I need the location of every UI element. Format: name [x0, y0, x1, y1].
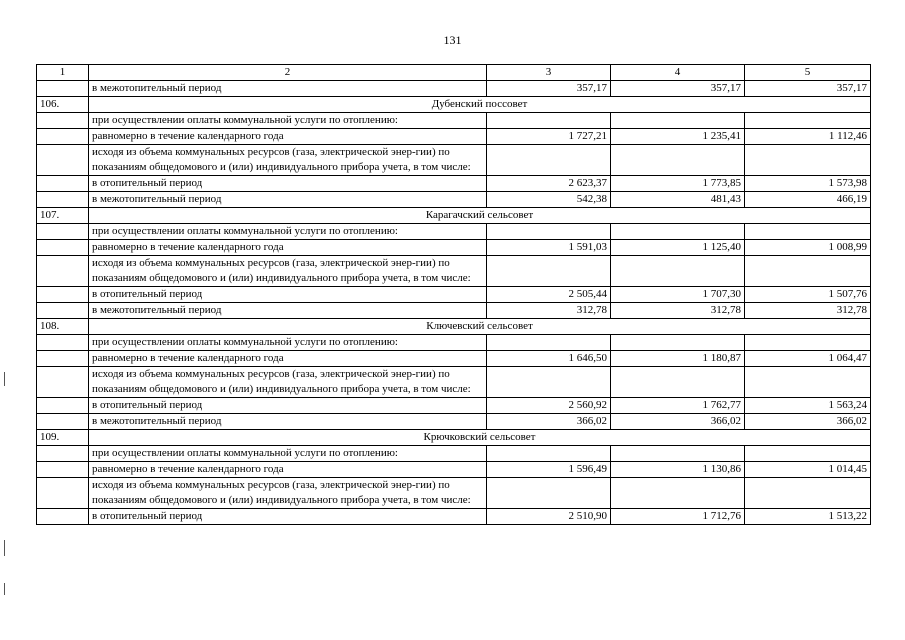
table-row	[37, 367, 871, 398]
row-label: при осуществлении оплаты коммунальной услуги по отоплению:	[89, 446, 487, 462]
value-col-4	[611, 335, 745, 351]
row-number	[37, 113, 89, 129]
value-col-4: 357,17	[611, 81, 745, 97]
value-col-5: 1 014,45	[745, 462, 871, 478]
value-col-3: 542,38	[487, 192, 611, 208]
value-col-5	[745, 335, 871, 351]
row-number	[37, 367, 89, 398]
value-col-5: 466,19	[745, 192, 871, 208]
value-col-5: 1 563,24	[745, 398, 871, 414]
row-number	[37, 398, 89, 414]
value-col-4: 1 130,86	[611, 462, 745, 478]
row-label: исходя из объема коммунальных ресурсов (газа, электрической энер-гии) по показаниям общедомового и (или) индивидуального прибора учета, в том числе:	[89, 478, 487, 509]
margin-mark	[4, 372, 5, 386]
value-col-4: 481,43	[611, 192, 745, 208]
table-row	[37, 113, 871, 129]
header-col-2: 2	[89, 65, 487, 81]
row-number	[37, 145, 89, 176]
table-row	[37, 398, 871, 414]
row-number: 107.	[37, 208, 89, 224]
value-col-4: 1 762,77	[611, 398, 745, 414]
value-col-5	[745, 224, 871, 240]
page-number: 131	[443, 33, 462, 47]
group-row	[37, 97, 871, 113]
value-col-4: 1 235,41	[611, 129, 745, 145]
value-col-3	[487, 224, 611, 240]
row-number	[37, 224, 89, 240]
row-number	[37, 446, 89, 462]
value-col-4	[611, 256, 745, 287]
table-row	[37, 414, 871, 430]
table-row	[37, 145, 871, 176]
row-label: исходя из объема коммунальных ресурсов (газа, электрической энер-гии) по показаниям общедомового и (или) индивидуального прибора учета, в том числе:	[89, 256, 487, 287]
value-col-5	[745, 113, 871, 129]
value-col-4: 1 180,87	[611, 351, 745, 367]
value-col-4: 1 712,76	[611, 509, 745, 525]
value-col-4	[611, 367, 745, 398]
value-col-3	[487, 113, 611, 129]
row-label: в отопительный период	[89, 509, 487, 525]
row-label: в межотопительный период	[89, 303, 487, 319]
row-number	[37, 478, 89, 509]
table-row	[37, 224, 871, 240]
table-row	[37, 129, 871, 145]
value-col-5: 357,17	[745, 81, 871, 97]
row-number: 109.	[37, 430, 89, 446]
tariff-table	[36, 64, 871, 525]
row-number	[37, 240, 89, 256]
row-number	[37, 303, 89, 319]
row-label: при осуществлении оплаты коммунальной услуги по отоплению:	[89, 335, 487, 351]
value-col-3: 1 727,21	[487, 129, 611, 145]
municipality-name: Крючковский сельсовет	[89, 430, 871, 446]
value-col-4: 1 773,85	[611, 176, 745, 192]
margin-mark	[4, 540, 5, 556]
value-col-5: 1 573,98	[745, 176, 871, 192]
municipality-name: Дубенский поссовет	[89, 97, 871, 113]
row-label: в отопительный период	[89, 398, 487, 414]
value-col-5: 366,02	[745, 414, 871, 430]
row-number	[37, 462, 89, 478]
row-label: исходя из объема коммунальных ресурсов (газа, электрической энер-гии) по показаниям общедомового и (или) индивидуального прибора учета, в том числе:	[89, 145, 487, 176]
row-number	[37, 256, 89, 287]
value-col-5: 1 112,46	[745, 129, 871, 145]
table-row	[37, 240, 871, 256]
row-number	[37, 192, 89, 208]
row-label: в отопительный период	[89, 176, 487, 192]
municipality-name: Ключевский сельсовет	[89, 319, 871, 335]
value-col-5: 1 064,47	[745, 351, 871, 367]
value-col-5: 1 507,76	[745, 287, 871, 303]
table-row	[37, 287, 871, 303]
row-number	[37, 351, 89, 367]
value-col-3: 312,78	[487, 303, 611, 319]
row-number	[37, 335, 89, 351]
value-col-5: 1 513,22	[745, 509, 871, 525]
header-col-1: 1	[37, 65, 89, 81]
value-col-3	[487, 446, 611, 462]
value-col-3	[487, 145, 611, 176]
row-label: равномерно в течение календарного года	[89, 351, 487, 367]
value-col-3	[487, 367, 611, 398]
header-col-3: 3	[487, 65, 611, 81]
row-label: в межотопительный период	[89, 414, 487, 430]
row-label: при осуществлении оплаты коммунальной услуги по отоплению:	[89, 224, 487, 240]
row-label: в межотопительный период	[89, 192, 487, 208]
row-label: исходя из объема коммунальных ресурсов (газа, электрической энер-гии) по показаниям общедомового и (или) индивидуального прибора учета, в том числе:	[89, 367, 487, 398]
value-col-4: 1 707,30	[611, 287, 745, 303]
value-col-5: 312,78	[745, 303, 871, 319]
table-row	[37, 81, 871, 97]
value-col-5	[745, 478, 871, 509]
value-col-3: 1 596,49	[487, 462, 611, 478]
value-col-4	[611, 145, 745, 176]
row-number	[37, 287, 89, 303]
value-col-3	[487, 256, 611, 287]
municipality-name: Карагачский сельсовет	[89, 208, 871, 224]
value-col-4	[611, 478, 745, 509]
row-label: равномерно в течение календарного года	[89, 240, 487, 256]
value-col-4	[611, 446, 745, 462]
group-row	[37, 319, 871, 335]
value-col-3: 357,17	[487, 81, 611, 97]
value-col-4	[611, 224, 745, 240]
row-label: при осуществлении оплаты коммунальной услуги по отоплению:	[89, 113, 487, 129]
row-number: 106.	[37, 97, 89, 113]
value-col-3: 2 510,90	[487, 509, 611, 525]
value-col-3	[487, 335, 611, 351]
table-row	[37, 303, 871, 319]
value-col-3: 1 591,03	[487, 240, 611, 256]
row-number	[37, 509, 89, 525]
value-col-4: 1 125,40	[611, 240, 745, 256]
value-col-4	[611, 113, 745, 129]
table-header-row	[37, 65, 871, 81]
margin-mark	[4, 583, 5, 595]
header-col-4: 4	[611, 65, 745, 81]
value-col-5	[745, 145, 871, 176]
table-row	[37, 462, 871, 478]
row-label: в межотопительный период	[89, 81, 487, 97]
row-number	[37, 81, 89, 97]
value-col-4: 366,02	[611, 414, 745, 430]
group-row	[37, 208, 871, 224]
row-number: 108.	[37, 319, 89, 335]
row-number	[37, 129, 89, 145]
row-label: равномерно в течение календарного года	[89, 462, 487, 478]
row-label: равномерно в течение календарного года	[89, 129, 487, 145]
value-col-3	[487, 478, 611, 509]
table-row	[37, 446, 871, 462]
header-col-5: 5	[745, 65, 871, 81]
group-row	[37, 430, 871, 446]
value-col-3: 2 505,44	[487, 287, 611, 303]
value-col-4: 312,78	[611, 303, 745, 319]
table-row	[37, 192, 871, 208]
table-row	[37, 256, 871, 287]
row-number	[37, 414, 89, 430]
table-row	[37, 335, 871, 351]
value-col-5	[745, 446, 871, 462]
table-row	[37, 509, 871, 525]
table-row	[37, 176, 871, 192]
value-col-5: 1 008,99	[745, 240, 871, 256]
table-row	[37, 351, 871, 367]
value-col-3: 1 646,50	[487, 351, 611, 367]
value-col-5	[745, 367, 871, 398]
table-row	[37, 478, 871, 509]
value-col-3: 2 623,37	[487, 176, 611, 192]
value-col-3: 366,02	[487, 414, 611, 430]
value-col-3: 2 560,92	[487, 398, 611, 414]
row-number	[37, 176, 89, 192]
value-col-5	[745, 256, 871, 287]
row-label: в отопительный период	[89, 287, 487, 303]
